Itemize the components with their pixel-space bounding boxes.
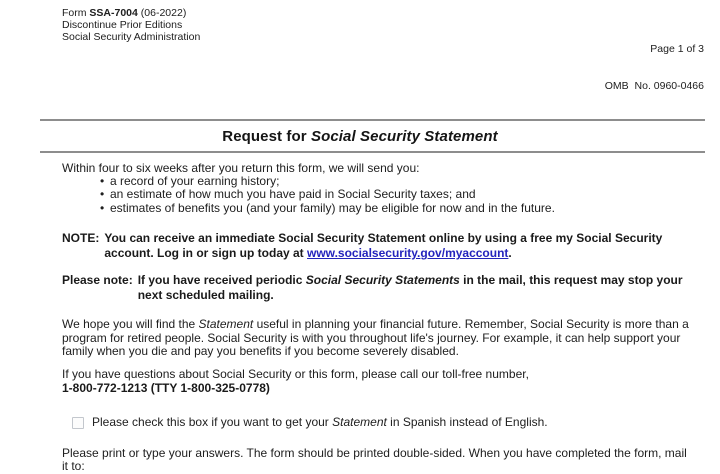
note-body bbox=[104, 231, 696, 261]
bullet-icon: • bbox=[100, 200, 105, 215]
list-item-text: estimates of benefits you (and your family) may be eligible for now and in the future. bbox=[110, 200, 555, 215]
form-number-prefix: Form bbox=[62, 7, 90, 19]
list-item bbox=[100, 202, 696, 215]
list-item bbox=[100, 175, 696, 188]
spanish-option-row bbox=[72, 416, 696, 429]
form-body bbox=[62, 162, 696, 474]
questions-paragraph bbox=[62, 368, 696, 395]
statement-paragraph bbox=[62, 318, 696, 358]
please-note-body bbox=[138, 273, 696, 303]
spanish-label-italic: Statement bbox=[332, 415, 387, 430]
please-note-label: Please note: bbox=[62, 273, 133, 288]
statement-text: We hope you will find the bbox=[62, 317, 199, 332]
spanish-checkbox[interactable] bbox=[72, 417, 84, 429]
header-divider bbox=[40, 119, 705, 121]
statement-italic: Statement bbox=[198, 317, 254, 332]
form-header-right bbox=[605, 19, 704, 117]
note-text-after-link: . bbox=[508, 246, 512, 261]
spanish-label-text-after: in Spanish instead of English. bbox=[386, 415, 548, 430]
questions-text: If you have questions about Social Security or this form, please call our toll-free number, bbox=[62, 367, 529, 382]
title-divider bbox=[40, 151, 705, 153]
page-number: Page 1 of 3 bbox=[650, 43, 704, 56]
form-header-left bbox=[62, 7, 200, 117]
online-note bbox=[62, 231, 696, 261]
bullet-icon: • bbox=[100, 187, 105, 202]
bullet-icon: • bbox=[100, 174, 105, 189]
form-number-suffix: (06-2022) bbox=[137, 7, 187, 19]
spanish-label-text: Please check this box if you want to get your bbox=[92, 415, 333, 430]
please-note-italic: Social Security Statements bbox=[305, 273, 460, 288]
please-note-text-after: in the mail, this request may stop your next scheduled mailing. bbox=[137, 273, 683, 303]
list-item-text: a record of your earning history; bbox=[110, 174, 280, 189]
form-number-line bbox=[62, 7, 200, 19]
list-item bbox=[100, 188, 696, 201]
form-title bbox=[0, 128, 720, 145]
form-title-italic: Social Security Statement bbox=[310, 127, 498, 145]
phone-number: 1-800-772-1213 (TTY 1-800-325-0778) bbox=[62, 380, 270, 395]
ssa-7004-form-page bbox=[0, 7, 720, 474]
form-header bbox=[62, 7, 704, 117]
omb-number: OMB No. 0960-0466 bbox=[604, 80, 704, 93]
please-note-text: If you have received periodic bbox=[137, 273, 306, 288]
note-label: NOTE: bbox=[62, 231, 100, 246]
form-title-prefix: Request for bbox=[222, 127, 311, 145]
intro-lead: Within four to six weeks after you return this form, we will send you: bbox=[62, 160, 420, 175]
spanish-checkbox-label bbox=[92, 416, 548, 429]
myaccount-link[interactable]: www.socialsecurity.gov/myaccount bbox=[307, 246, 509, 261]
form-number: SSA-7004 bbox=[89, 7, 138, 19]
please-note bbox=[62, 273, 696, 303]
note-text: You can receive an immediate Social Security Statement online by using a free my Social Security account. Log in or sign up today at bbox=[104, 231, 663, 261]
mailing-instructions: Please print or type your answers. The form should be printed double-sided. When you have completed the form, mail it to: bbox=[62, 445, 687, 474]
statement-text-after: useful in planning your financial future. Remember, Social Security is more than a program for retired people. Social Security is with you throughout life's journey. For example, it can help support your family when you die and pay you benefits if you become severely disabled. bbox=[62, 317, 689, 359]
agency-line: Social Security Administration bbox=[62, 31, 201, 44]
benefit-list bbox=[100, 175, 696, 215]
list-item-text: an estimate of how much you have paid in Social Security taxes; and bbox=[110, 187, 476, 202]
discontinue-line: Discontinue Prior Editions bbox=[62, 19, 183, 32]
